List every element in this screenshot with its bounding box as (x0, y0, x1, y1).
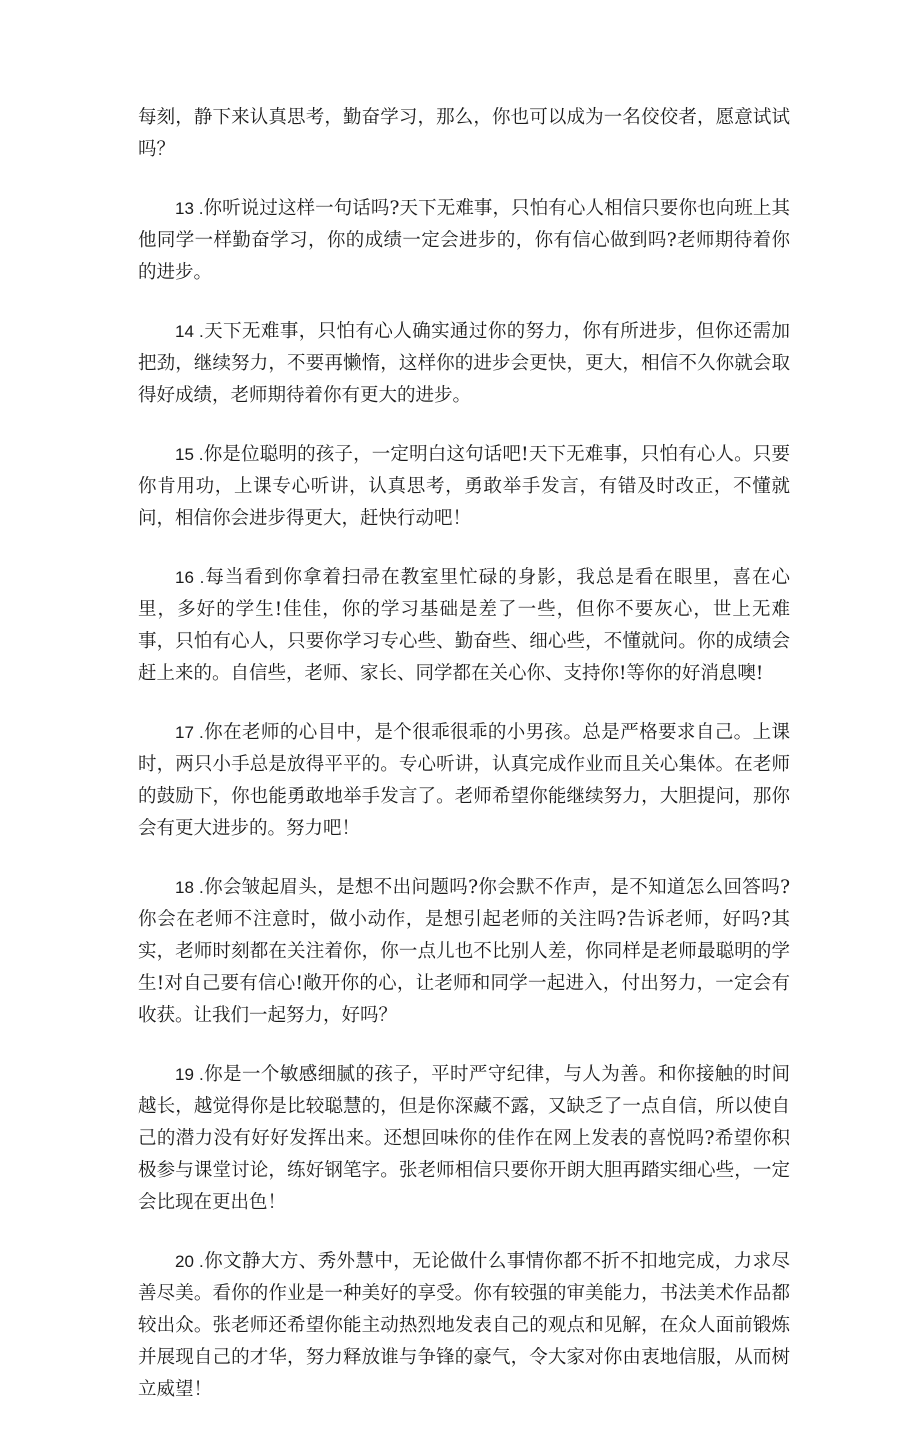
paragraph-16 (138, 562, 790, 690)
paragraph-text: 你在老师的心目中，是个很乖很乖的小男孩。总是严格要求自己。上课时，两只小手总是放得平平的。专心听讲，认真完成作业而且关心集体。在老师的鼓励下，你也能勇敢地举手发言了。老师希望你能继续努力，大胆提问，那你会有更大进步的。努力吧！ (138, 722, 790, 839)
paragraph-number: 16 . (175, 568, 205, 587)
paragraph-15 (138, 439, 790, 535)
paragraph-text: 每刻，静下来认真思考，勤奋学习，那么，你也可以成为一名佼佼者，愿意试试吗？ (138, 107, 790, 160)
paragraph-number: 19 . (175, 1065, 204, 1084)
paragraph-number: 17 . (175, 723, 204, 742)
paragraph-text: 你听说过这样一句话吗?天下无难事，只怕有心人相信只要你也向班上其他同学一样勤奋学习，你的成绩一定会进步的，你有信心做到吗?老师期待着你的进步。 (138, 198, 790, 283)
paragraph-13 (138, 193, 790, 289)
paragraph-number: 15 . (175, 445, 204, 464)
paragraph-text: 你是一个敏感细腻的孩子，平时严守纪律，与人为善。和你接触的时间越长，越觉得你是比较聪慧的，但是你深藏不露，又缺乏了一点自信，所以使自己的潜力没有好好发挥出来。还想回味你的佳作在网上发表的喜悦吗?希望你积极参与课堂讨论，练好钢笔字。张老师相信只要你开朗大胆再踏实细心些，一定会比现在更出色！ (138, 1064, 790, 1213)
paragraph-20 (138, 1246, 790, 1406)
paragraph-text: 每当看到你拿着扫帚在教室里忙碌的身影，我总是看在眼里，喜在心里，多好的学生!佳佳，你的学习基础是差了一些，但你不要灰心，世上无难事，只怕有心人，只要你学习专心些、勤奋些、细心些，不懂就问。你的成绩会赶上来的。自信些，老师、家长、同学都在关心你、支持你!等你的好消息噢! (138, 567, 790, 684)
paragraph-14 (138, 316, 790, 412)
paragraph-number: 13 . (175, 199, 204, 218)
paragraph-number: 18 . (175, 878, 204, 897)
paragraph-text: 你会皱起眉头，是想不出问题吗?你会默不作声，是不知道怎么回答吗?你会在老师不注意时，做小动作，是想引起老师的关注吗?告诉老师，好吗?其实，老师时刻都在关注着你，你一点儿也不比别人差，你同样是老师最聪明的学生!对自己要有信心!敞开你的心，让老师和同学一起进入，付出努力，一定会有收获。让我们一起努力，好吗？ (138, 877, 790, 1026)
paragraph-text: 你是位聪明的孩子，一定明白这句话吧!天下无难事，只怕有心人。只要你肯用功，上课专心听讲，认真思考，勇敢举手发言，有错及时改正，不懂就问，相信你会进步得更大，赶快行动吧！ (138, 444, 790, 529)
paragraph-number: 20 . (175, 1252, 204, 1271)
paragraph-number: 14 . (175, 322, 204, 341)
document-page (138, 102, 790, 1433)
paragraph-text: 你文静大方、秀外慧中，无论做什么事情你都不折不扣地完成，力求尽善尽美。看你的作业是一种美好的享受。你有较强的审美能力，书法美术作品都较出众。张老师还希望你能主动热烈地发表自己的观点和见解，在众人面前锻炼并展现自己的才华，努力释放谁与争锋的豪气，令大家对你由衷地信服，从而树立威望！ (138, 1251, 790, 1400)
paragraph-19 (138, 1059, 790, 1219)
paragraph-continuation (138, 102, 790, 166)
paragraph-text: 天下无难事，只怕有心人确实通过你的努力，你有所进步，但你还需加把劲，继续努力，不要再懒惰，这样你的进步会更快，更大，相信不久你就会取得好成绩，老师期待着你有更大的进步。 (138, 321, 790, 406)
paragraph-17 (138, 717, 790, 845)
paragraph-18 (138, 872, 790, 1032)
